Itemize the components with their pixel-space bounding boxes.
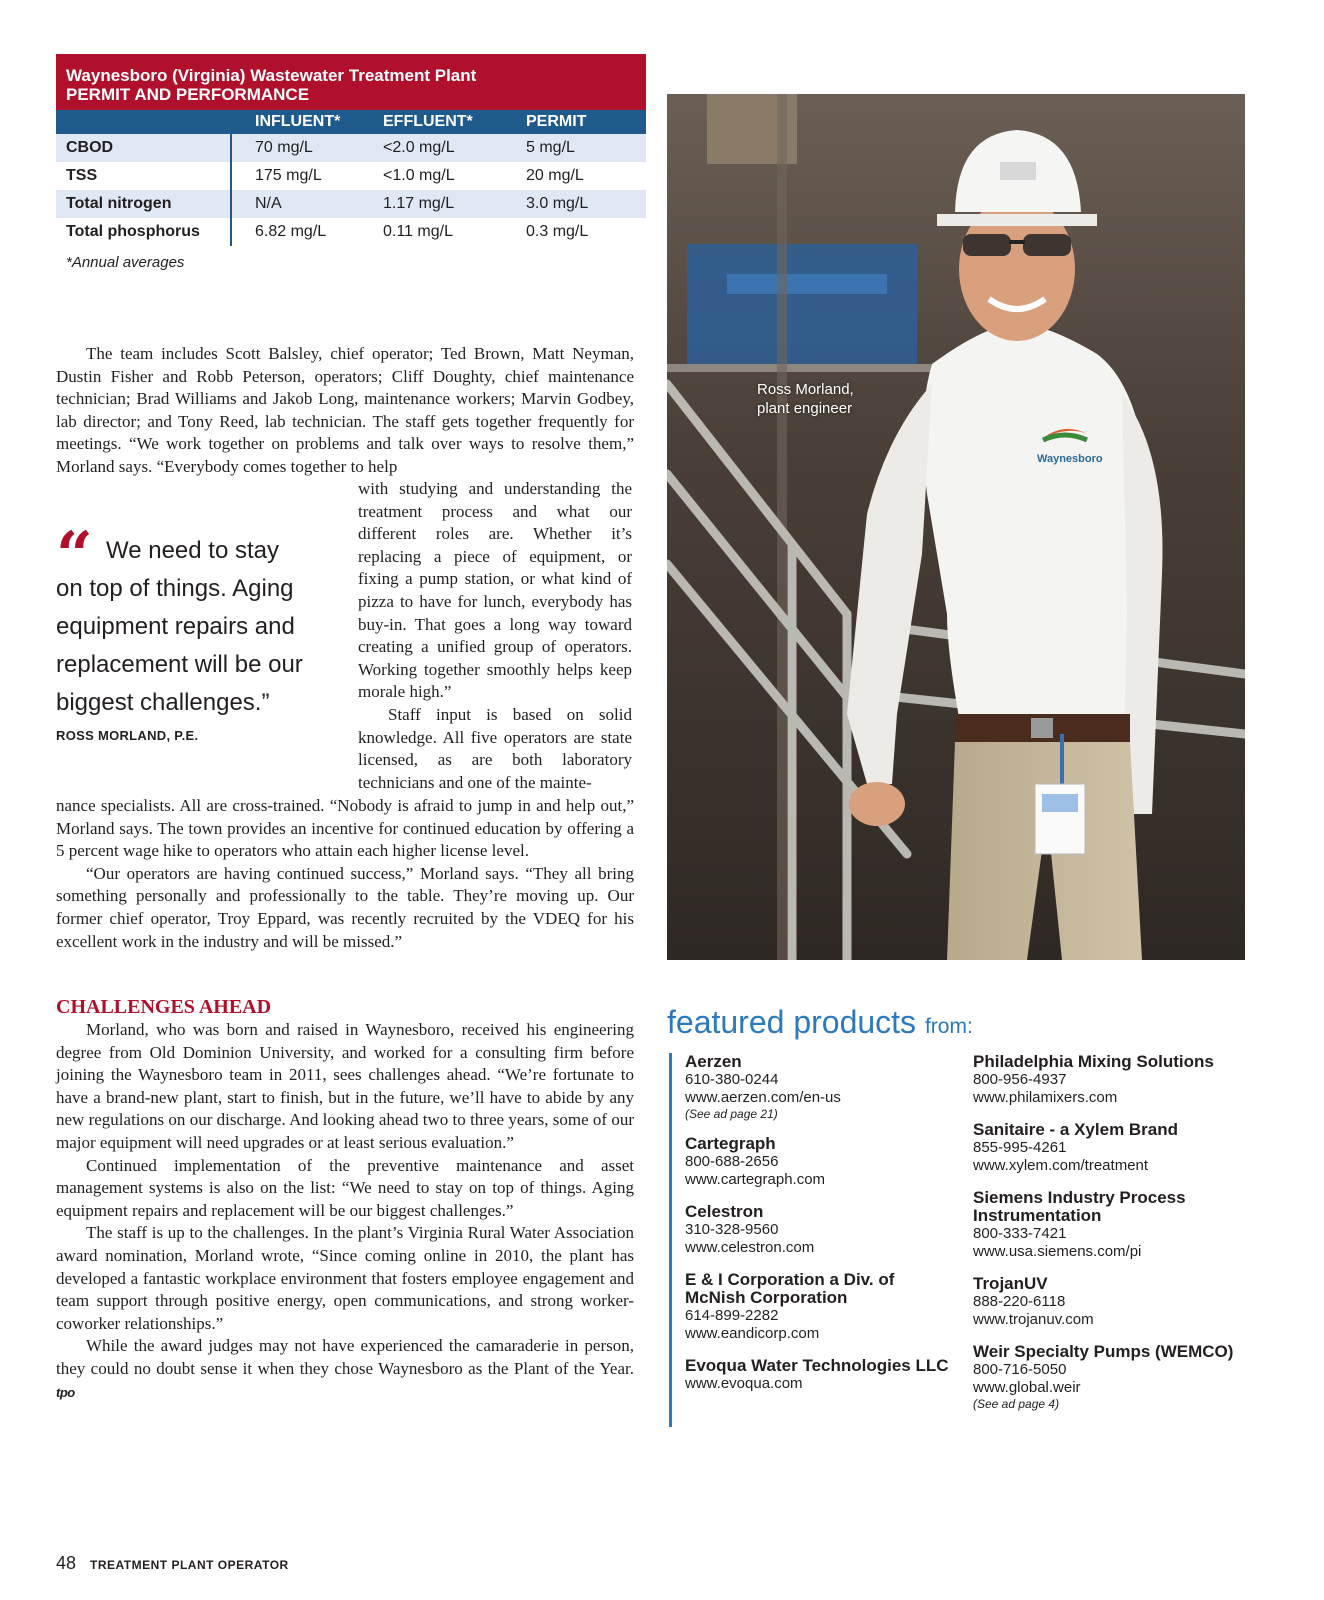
vendor-name: Celestron bbox=[685, 1202, 764, 1221]
table-cell: 3.0 mg/L bbox=[526, 195, 589, 212]
vendor-url[interactable]: www.evoqua.com bbox=[685, 1375, 803, 1392]
vendor-url[interactable]: www.aerzen.com/en-us bbox=[685, 1089, 841, 1106]
table-column-headers bbox=[56, 110, 646, 134]
vendor-entry bbox=[973, 1053, 1263, 1107]
row-label: CBOD bbox=[66, 139, 114, 156]
table-cell: <2.0 mg/L bbox=[383, 139, 455, 156]
paragraph-text: While the award judges may not have experienced the camaraderie in person, they could no doubt sense it when they chose Waynesboro as the Plant of the Year. bbox=[56, 1336, 634, 1378]
vendor-entry bbox=[973, 1121, 1263, 1175]
vendor-entry bbox=[973, 1189, 1263, 1261]
vendor-name: Aerzen bbox=[685, 1052, 742, 1071]
table-row bbox=[56, 162, 646, 190]
vendor-note: (See ad page 21) bbox=[685, 1107, 778, 1121]
vendor-phone: 800-333-7421 bbox=[973, 1225, 1067, 1242]
table-cell: 175 mg/L bbox=[255, 167, 322, 184]
engineer-photo bbox=[667, 94, 1245, 960]
vendor-phone: 610-380-0244 bbox=[685, 1071, 779, 1088]
vendor-entry bbox=[685, 1135, 955, 1189]
article-paragraph: “Our operators are having continued success,” Morland says. “They all bring something personally and professionally to the table. They’re moving up. Our former chief operator, Troy Eppard, was recently recruited by the VDEQ for his excellent work in the industry and will be missed.” bbox=[56, 863, 634, 951]
vendor-entry bbox=[685, 1357, 955, 1393]
table-cell: 5 mg/L bbox=[526, 139, 575, 156]
featured-column-left bbox=[667, 1053, 955, 1425]
featured-list bbox=[667, 1053, 1267, 1425]
article-paragraph: with studying and understanding the treatment process and what our different roles are. Whether it’s replacing a piece of equipment, or fixing a pump station, or what kind of pizza to have for lunch, everybody has buy-in. That goes a long way toward creating a unified group of operators. Working together smoothly helps keep morale high.” bbox=[358, 479, 632, 702]
vendor-phone: 800-956-4937 bbox=[973, 1071, 1067, 1088]
pull-quote bbox=[56, 518, 346, 743]
publication-name: TREATMENT PLANT OPERATOR bbox=[90, 1558, 289, 1572]
article-paragraph: Continued implementation of the preventive maintenance and asset management systems is also on the list: “We need to stay on top of things. Aging equipment repairs and replacement will be our biggest challenges.” bbox=[56, 1155, 634, 1220]
caption-name: Ross Morland, bbox=[757, 381, 854, 398]
table-row bbox=[56, 218, 646, 246]
vendor-url[interactable]: www.celestron.com bbox=[685, 1239, 815, 1256]
tpo-end-mark: tpo bbox=[56, 1384, 75, 1400]
article-paragraph: The staff is up to the challenges. In the plant’s Virginia Rural Water Association award nomination, Morland wrote, “Since coming online in 2010, the plant has developed a fantastic workplace environment that fosters employee engagement and team support through positive energy, open communications, and strong worker-coworker relationships.” bbox=[56, 1223, 634, 1333]
permit-performance-table bbox=[56, 54, 646, 271]
column-header: EFFLUENT* bbox=[383, 113, 473, 130]
column-header: INFLUENT* bbox=[255, 113, 341, 130]
vendor-name: Evoqua Water Technologies LLC bbox=[685, 1356, 949, 1375]
table-row bbox=[56, 134, 646, 162]
page-footer bbox=[56, 1553, 289, 1574]
vendor-phone: 888-220-6118 bbox=[973, 1293, 1066, 1310]
featured-products bbox=[667, 1004, 1267, 1425]
vendor-phone: 310-328-9560 bbox=[685, 1221, 779, 1238]
vendor-url[interactable]: www.cartegraph.com bbox=[685, 1171, 826, 1188]
table-cell: <1.0 mg/L bbox=[383, 167, 455, 184]
section-heading: CHALLENGES AHEAD bbox=[56, 996, 272, 1018]
pull-quote-line: on top of things. Aging equipment repairs and replacement will be our biggest challenges.” bbox=[56, 575, 303, 716]
vendor-name: Siemens Industry Process Instrumentation bbox=[973, 1188, 1186, 1225]
table-cell: 20 mg/L bbox=[526, 167, 584, 184]
caption-role: plant engineer bbox=[757, 400, 853, 417]
pull-quote-text bbox=[56, 532, 346, 722]
vendor-entry bbox=[685, 1271, 955, 1343]
vendor-phone: 614-899-2282 bbox=[685, 1307, 779, 1324]
vendor-entry bbox=[973, 1275, 1263, 1329]
featured-title-suffix: from: bbox=[924, 1015, 973, 1038]
article-paragraph bbox=[56, 1335, 634, 1404]
page-number: 48 bbox=[56, 1553, 77, 1573]
table-header bbox=[56, 54, 646, 110]
article-paragraph: nance specialists. All are cross-trained. “Nobody is afraid to jump in and help out,” Morland says. The town provides an incentive for continued education by offering a 5 percent wage hike to operators who attain each higher license level. bbox=[56, 796, 634, 861]
article-paragraph: The team includes Scott Balsley, chief operator; Ted Brown, Matt Neyman, Dustin Fisher and Robb Peterson, operators; Cliff Doughty, chief maintenance technician; Brad Williams and Jakob Long, maintenance workers; Marvin Godbey, lab director; and Tony Reed, lab technician. The staff gets together frequently for meetings. “We work together on problems and talk over ways to resolve them,” Morland says. “Everybody comes together to help bbox=[56, 344, 634, 476]
vendor-name: Cartegraph bbox=[685, 1134, 776, 1153]
article-column-top bbox=[56, 343, 634, 479]
vendor-phone: 855-995-4261 bbox=[973, 1139, 1067, 1156]
challenges-section bbox=[56, 995, 634, 1404]
table-subtitle: PERMIT AND PERFORMANCE bbox=[66, 85, 310, 104]
vendor-entry bbox=[685, 1203, 955, 1257]
article-column-narrow bbox=[358, 478, 632, 794]
vendor-name: Weir Specialty Pumps (WEMCO) bbox=[973, 1342, 1234, 1361]
vendor-name: Sanitaire - a Xylem Brand bbox=[973, 1120, 1179, 1139]
article-column-middle bbox=[56, 795, 634, 953]
vendor-url[interactable]: www.global.weir bbox=[973, 1379, 1081, 1396]
column-header: PERMIT bbox=[526, 113, 587, 130]
quote-mark: “ bbox=[56, 518, 93, 593]
row-label: Total phosphorus bbox=[66, 223, 200, 240]
photo-illustration bbox=[667, 94, 1245, 960]
vendor-entry bbox=[685, 1053, 955, 1121]
vendor-name: TrojanUV bbox=[973, 1274, 1048, 1293]
table-title: Waynesboro (Virginia) Wastewater Treatment Plant bbox=[66, 66, 477, 85]
vendor-url[interactable]: www.usa.siemens.com/pi bbox=[973, 1243, 1142, 1260]
vendor-name: Philadelphia Mixing Solutions bbox=[973, 1052, 1214, 1071]
table-cell: 6.82 mg/L bbox=[255, 223, 327, 240]
featured-accent-bar bbox=[669, 1053, 672, 1427]
vendor-phone: 800-688-2656 bbox=[685, 1153, 779, 1170]
featured-column-right bbox=[955, 1053, 1263, 1425]
table-cell: 0.3 mg/L bbox=[526, 223, 589, 240]
featured-title bbox=[667, 1004, 1267, 1045]
vendor-note: (See ad page 4) bbox=[973, 1397, 1060, 1411]
vendor-url[interactable]: www.trojanuv.com bbox=[973, 1311, 1094, 1328]
table-row bbox=[56, 190, 646, 218]
pull-quote-line: We need to stay bbox=[106, 537, 279, 564]
shirt-logo-text: Waynesboro bbox=[1037, 453, 1103, 465]
pull-quote-attribution: ROSS MORLAND, P.E. bbox=[56, 728, 199, 743]
featured-title-text: featured products bbox=[667, 1004, 917, 1040]
table-cell: 0.11 mg/L bbox=[383, 223, 453, 240]
article-paragraph: Staff input is based on solid knowledge. All five operators are state licensed, as are both laboratory technicians and one of the mainte- bbox=[358, 704, 632, 792]
table-footnote: *Annual averages bbox=[66, 254, 185, 271]
vendor-phone: 800-716-5050 bbox=[973, 1361, 1067, 1378]
article-paragraph: Morland, who was born and raised in Waynesboro, received his engineering degree from Old Dominion University, and worked for a consulting firm before joining the Waynesboro team in 2011, sees challenges ahead. “We’re fortunate to have a brand-new plant, start to finish, but in the future, we’ll have to abide by any new regulations on our discharge. And looking ahead two to three years, some of our major equipment will need upgrades or at least serious evaluation.” bbox=[56, 1020, 634, 1152]
photo-caption bbox=[757, 380, 854, 418]
row-label: TSS bbox=[66, 167, 98, 184]
table-divider bbox=[230, 134, 232, 246]
table-cell: 1.17 mg/L bbox=[383, 195, 455, 212]
table-cell: N/A bbox=[255, 195, 282, 212]
table-cell: 70 mg/L bbox=[255, 139, 313, 156]
vendor-name: E & I Corporation a Div. of McNish Corporation bbox=[685, 1270, 895, 1307]
table-body bbox=[56, 134, 646, 246]
row-label: Total nitrogen bbox=[66, 195, 172, 212]
vendor-entry bbox=[973, 1343, 1263, 1411]
vendor-url[interactable]: www.eandicorp.com bbox=[685, 1325, 820, 1342]
vendor-url[interactable]: www.xylem.com/treatment bbox=[973, 1157, 1149, 1174]
vendor-url[interactable]: www.philamixers.com bbox=[973, 1089, 1118, 1106]
